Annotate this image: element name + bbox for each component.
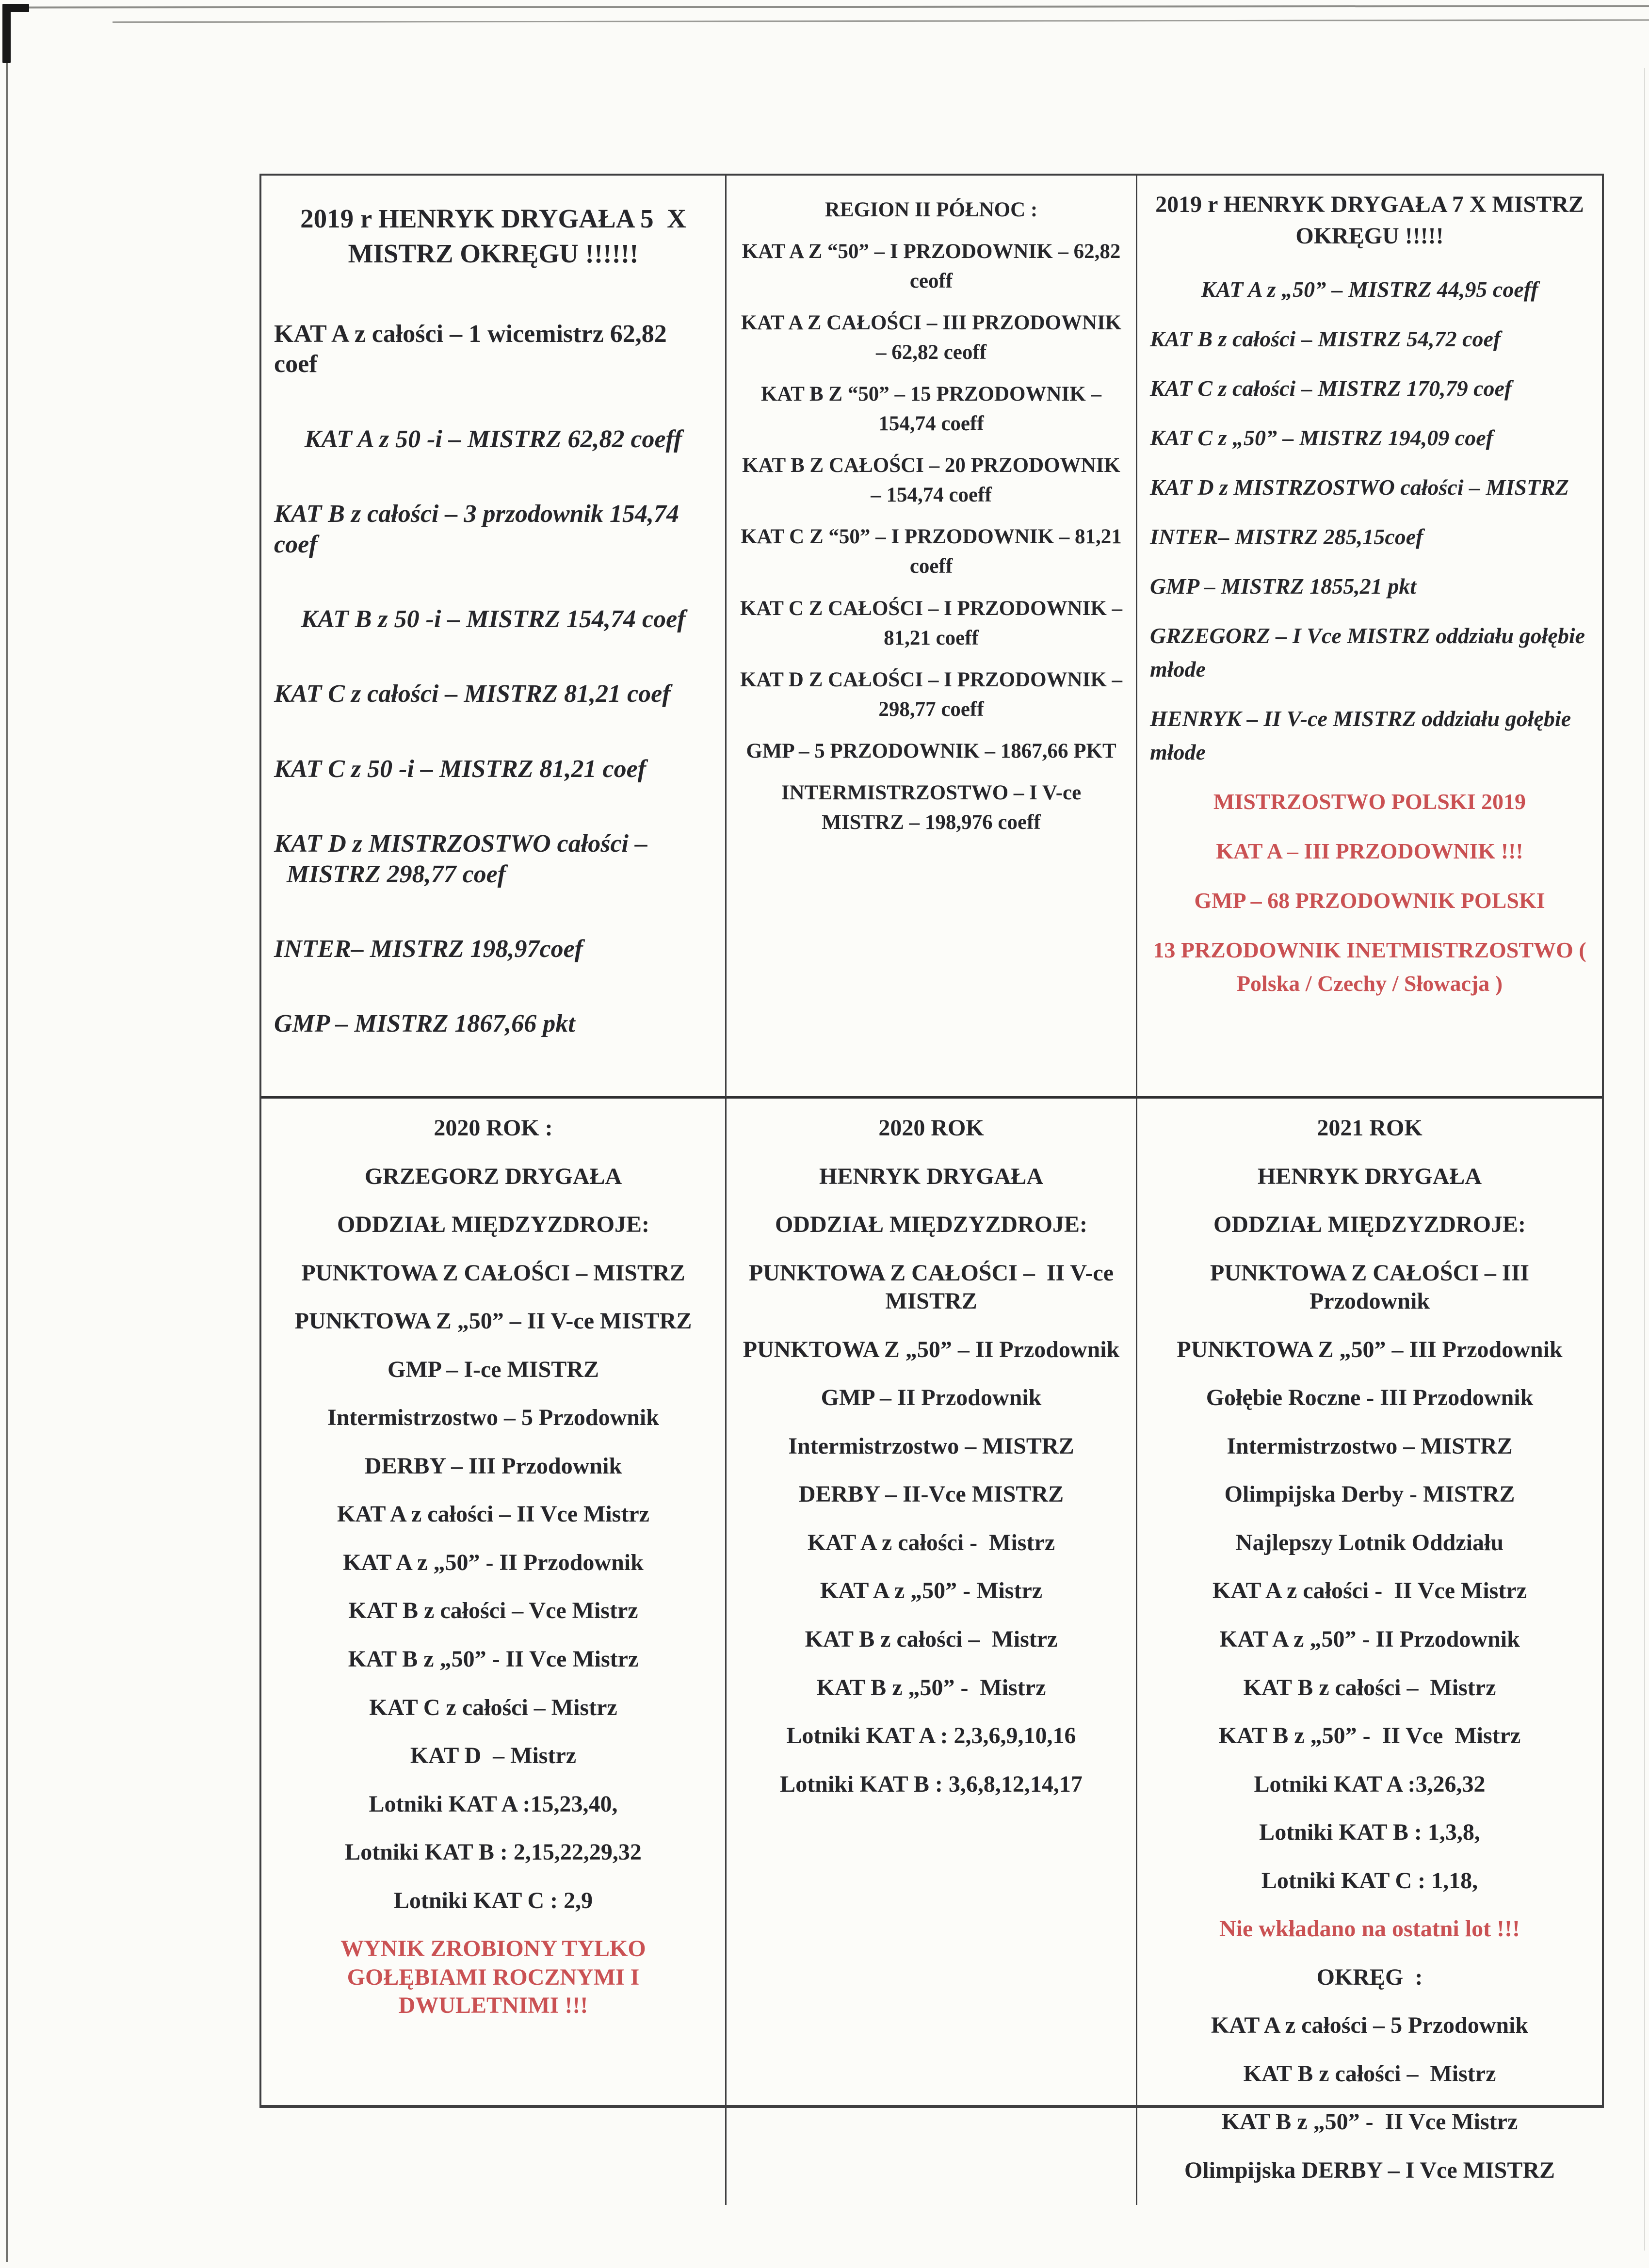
text-line: Lotniki KAT A :15,23,40,: [369, 1791, 618, 1817]
cell-2019-henryk-7x-mistrz: [1137, 176, 1602, 1099]
text-line: KAT B Z “50” – 15 PRZODOWNIK – 154,74 coeff: [760, 383, 1101, 436]
text-line: HENRYK DRYGAŁA: [1258, 1163, 1482, 1189]
text-line: ODDZIAŁ MIĘDZYZDROJE:: [337, 1212, 650, 1238]
text-line: KAT D z MISTRZOSTWO całości – MISTRZ: [1150, 474, 1569, 500]
text-line: KAT C z całości – MISTRZ 170,79 coef: [1150, 375, 1512, 401]
text-line: KAT B z „50” - II Vce Mistrz: [1221, 2109, 1518, 2135]
text-line: 2020 ROK :: [434, 1115, 553, 1141]
cell-2020-grzegorz-drygala: [261, 1099, 727, 2205]
text-line: MISTRZOSTWO POLSKI 2019: [1213, 789, 1526, 814]
text-line: KAT A z całości - Mistrz: [807, 1529, 1055, 1555]
text-line: Najlepszy Lotnik Oddziału: [1235, 1529, 1504, 1555]
text-line: KAT B z całości – Mistrz: [805, 1626, 1058, 1652]
text-line: KAT A z całości – 5 Przodownik: [1211, 2012, 1529, 2039]
cell-region-ii-polnoc: [727, 176, 1137, 1099]
text-line: 2019 r HENRYK DRYGAŁA 7 X MISTRZ OKRĘGU !!!!!: [1155, 192, 1584, 249]
text-line: KAT B z „50” - II Vce Mistrz: [348, 1646, 639, 1672]
text-line: KAT A z „50” – MISTRZ 44,95 coeff: [1201, 276, 1538, 302]
text-line: WYNIK ZROBIONY TYLKO GOŁĘBIAMI ROCZNYMI I DWULETNIMI !!!: [340, 1936, 646, 2019]
text-line: GMP – 5 PRZODOWNIK – 1867,66 PKT: [746, 739, 1116, 762]
text-line: GMP – I-ce MISTRZ: [388, 1356, 599, 1382]
text-line: 2020 ROK: [878, 1115, 984, 1141]
text-line: Intermistrzostwo – MISTRZ: [788, 1433, 1074, 1459]
text-line: OKRĘG :: [1316, 1964, 1423, 1990]
text-line: GMP – MISTRZ 1867,66 pkt: [274, 1010, 575, 1038]
text-line: Gołębie Roczne - III Przodownik: [1206, 1385, 1534, 1411]
text-line: Lotniki KAT A :3,26,32: [1254, 1771, 1486, 1797]
text-line: Nie wkładano na ostatni lot !!!: [1219, 1916, 1520, 1942]
text-line: 13 PRZODOWNIK INETMISTRZOSTWO ( Polska / Czechy / Słowacja ): [1153, 937, 1586, 996]
cell-2019-henryk-5x-mistrz: [261, 176, 727, 1099]
scan-edge-line-top-2: [113, 19, 1649, 23]
text-line: KAT C Z “50” – I PRZODOWNIK – 81,21 coeff: [741, 525, 1122, 578]
text-line: HENRYK DRYGAŁA: [819, 1163, 1043, 1189]
text-line: Lotniki KAT B : 2,15,22,29,32: [345, 1839, 642, 1865]
text-line: REGION II PÓŁNOC :: [824, 198, 1038, 221]
text-line: KAT A z „50” - Mistrz: [820, 1578, 1043, 1604]
text-line: PUNKTOWA Z CAŁOŚCI – II V-ce MISTRZ: [748, 1260, 1114, 1314]
text-line: PUNKTOWA Z CAŁOŚCI – MISTRZ: [301, 1260, 685, 1286]
text-line: KAT C Z CAŁOŚCI – I PRZODOWNIK – 81,21 coeff: [740, 597, 1123, 649]
text-line: INTER– MISTRZ 285,15coef: [1150, 524, 1423, 549]
text-line: KAT A z całości – II Vce Mistrz: [337, 1501, 649, 1527]
text-line: Olimpijska DERBY – I Vce MISTRZ: [1184, 2157, 1555, 2184]
text-line: KAT C z całości – Mistrz: [369, 1694, 617, 1720]
text-line: Lotniki KAT B : 3,6,8,12,14,17: [780, 1771, 1083, 1797]
text-line: KAT B z „50” - II Vce Mistrz: [1218, 1723, 1521, 1749]
text-line: INTERMISTRZOSTWO – I V-ce MISTRZ – 198,976 coeff: [781, 781, 1082, 834]
text-line: PUNKTOWA Z „50” – III Przodownik: [1177, 1336, 1563, 1362]
text-line: KAT A Z CAŁOŚCI – III PRZODOWNIK – 62,82 ceoff: [741, 311, 1122, 364]
text-line: KAT B z całości – 3 przodownik 154,74 coef: [274, 500, 679, 558]
text-line: KAT A z 50 -i – MISTRZ 62,82 coeff: [304, 425, 682, 453]
text-line: KAT B z całości – Vce Mistrz: [348, 1598, 638, 1624]
cell-2020-henryk-drygala: [727, 1099, 1137, 2205]
text-line: GRZEGORZ – I Vce MISTRZ oddziału gołębie młode: [1150, 623, 1585, 681]
pigeon-racing-awards-table: [259, 174, 1604, 2184]
text-line: KAT A – III PRZODOWNIK !!!: [1216, 838, 1523, 863]
text-line: KAT B z „50” - Mistrz: [816, 1674, 1046, 1701]
text-line: GMP – 68 PRZODOWNIK POLSKI: [1194, 888, 1545, 913]
text-line: Olimpijska Derby - MISTRZ: [1224, 1481, 1515, 1507]
text-line: DERBY – II-Vce MISTRZ: [798, 1481, 1064, 1507]
text-line: 2021 ROK: [1317, 1115, 1423, 1141]
scan-edge-line-right: [1644, 68, 1645, 2251]
text-line: Lotniki KAT C : 1,18,: [1261, 1867, 1478, 1894]
text-line: KAT B z całości – Mistrz: [1243, 2060, 1496, 2087]
text-line: KAT B z całości – MISTRZ 54,72 coef: [1150, 326, 1501, 351]
text-line: KAT D z MISTRZOSTWO całości – MISTRZ 298,77 coef: [274, 830, 647, 888]
text-line: KAT C z całości – MISTRZ 81,21 coef: [274, 680, 671, 708]
text-line: KAT A Z “50” – I PRZODOWNIK – 62,82 ceoff: [742, 240, 1121, 293]
text-line: PUNKTOWA Z „50” – II Przodownik: [743, 1336, 1120, 1362]
text-line: 2019 r HENRYK DRYGAŁA 5 X: [300, 204, 686, 233]
text-line: PUNKTOWA Z „50” – II V-ce MISTRZ: [294, 1308, 692, 1334]
text-line: KAT D – Mistrz: [410, 1743, 577, 1769]
text-line: KAT D Z CAŁOŚCI – I PRZODOWNIK – 298,77 coeff: [740, 668, 1123, 721]
text-line: KAT A z całości – 1 wicemistrz 62,82 coef: [274, 320, 667, 378]
text-line: KAT B z całości – Mistrz: [1243, 1674, 1496, 1701]
scan-corner-mark: [2, 4, 11, 63]
text-line: Lotniki KAT B : 1,3,8,: [1259, 1819, 1480, 1846]
scan-edge-line-top: [19, 5, 1649, 9]
text-line: KAT A z „50” - II Przodownik: [343, 1549, 644, 1575]
text-line: HENRYK – II V-ce MISTRZ oddziału gołębie młode: [1150, 706, 1571, 764]
cell-2021-henryk-drygala: [1137, 1099, 1602, 2205]
text-line: GMP – II Przodownik: [821, 1385, 1042, 1411]
text-line: Intermistrzostwo – 5 Przodownik: [327, 1405, 659, 1431]
text-line: PUNKTOWA Z CAŁOŚCI – III Przodownik: [1210, 1260, 1529, 1314]
text-line: GRZEGORZ DRYGAŁA: [364, 1163, 622, 1189]
text-line: Lotniki KAT C : 2,9: [393, 1887, 593, 1913]
text-line: ODDZIAŁ MIĘDZYZDROJE:: [1213, 1212, 1526, 1238]
text-line: ODDZIAŁ MIĘDZYZDROJE:: [775, 1212, 1088, 1238]
text-line: KAT C z 50 -i – MISTRZ 81,21 coef: [274, 755, 647, 783]
text-line: Intermistrzostwo – MISTRZ: [1227, 1433, 1513, 1459]
text-line: KAT A z „50” - II Przodownik: [1219, 1626, 1520, 1652]
text-line: KAT C z „50” – MISTRZ 194,09 coef: [1150, 425, 1493, 450]
text-line: KAT B z 50 -i – MISTRZ 154,74 coef: [301, 605, 686, 633]
text-line: INTER– MISTRZ 198,97coef: [274, 935, 583, 963]
text-line: KAT A z całości - II Vce Mistrz: [1212, 1578, 1527, 1604]
text-line: DERBY – III Przodownik: [364, 1453, 622, 1479]
text-line: GMP – MISTRZ 1855,21 pkt: [1150, 573, 1417, 599]
scan-edge-line-left: [6, 16, 8, 2262]
text-line: KAT B Z CAŁOŚCI – 20 PRZODOWNIK – 154,74 coeff: [742, 454, 1120, 507]
text-line: MISTRZ OKRĘGU !!!!!!: [348, 239, 639, 268]
text-line: Lotniki KAT A : 2,3,6,9,10,16: [786, 1723, 1076, 1749]
